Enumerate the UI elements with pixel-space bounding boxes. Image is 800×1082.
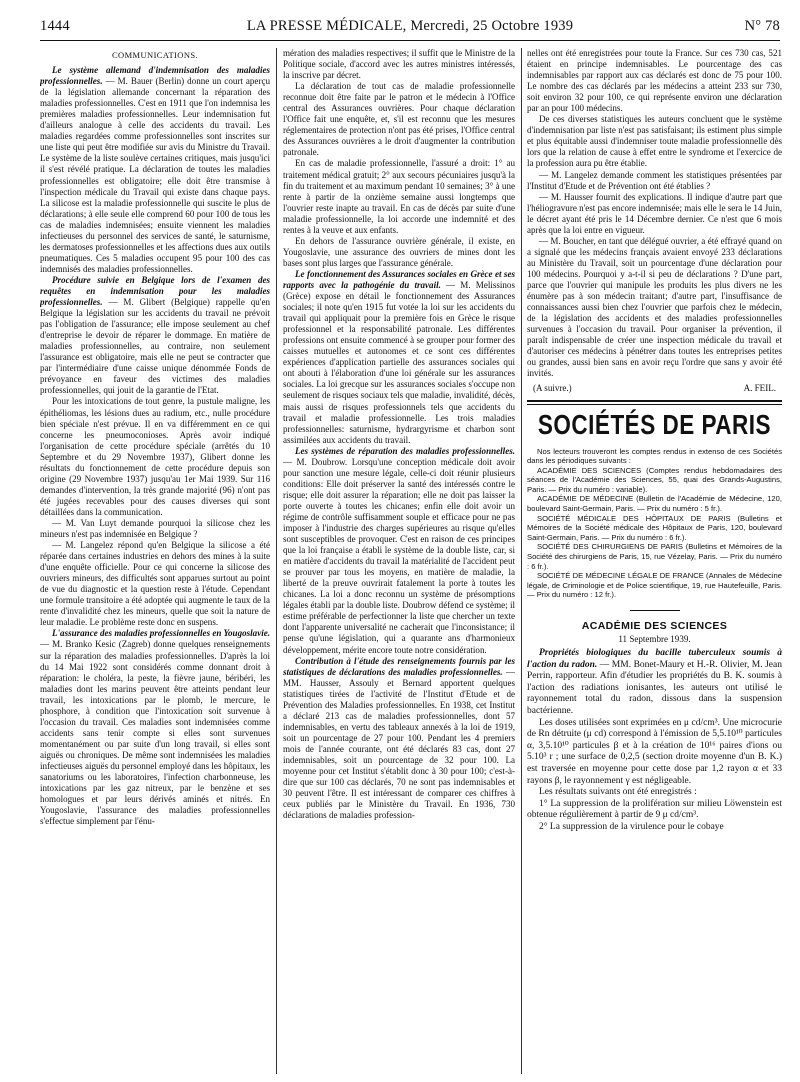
column-3-body	[527, 48, 782, 379]
paragraph: mération des maladies respectives; il suffit que le Ministre de la Politique sociale, d'accord avec les autres ministres intéressés, la inscrive par décret.	[283, 48, 515, 81]
article-heading: Le fonctionnement des Assurances sociales en Grèce et ses rapports avec la pathogénie du travail.	[283, 268, 515, 290]
paragraph: Les doses utilisées sont exprimées en μ cd/cm³. Une microcurie de Rn détruite (μ cd) correspond à l'émission de 5,5.10¹⁰ particules α, 3,5.10¹⁰ particules β et à la création de 10¹⁶ paires d'ions ou 5.10³ r ; une surface de 0,2,5 (section droite moyenne d'un B. K.) est traversée en moyenne pour cette dose par 1,2 rayon α et 33 rayons β, le rayonnement γ est négligeable.	[527, 717, 782, 786]
column-2	[283, 48, 515, 1074]
academy-report	[527, 648, 782, 834]
paragraph: La déclaration de tout cas de maladie professionnelle reconnue doit être faite par le patron et le médecin à l'Office central des Assurances ouvrières. Pour chaque déclaration l'Office fait une enquête, et, s'il est reconnu que les mesures réglementaires de protection n'ont pas été prises, l'Office central des Assurances ouvrières a le droit d'augmenter la contribution patronale.	[283, 81, 515, 158]
paragraph: Le système allemand d'indemnisation des maladies professionnelles. — M. Bauer (Berlin) donne un court aperçu de la législation allemande concernant la réparation des maladies professionnelles. C'est en 1911 que l'on indemnisa les premières maladies professionnelles. Leur indemnisation fut d'ailleurs analogue à celle des accidents du travail. Les maladies regardées comme professionnelles sont inscrites sur une liste qui peut être modifiée sur avis du Ministre du Travail. Le système de la liste soulève certaines critiques, mais jusqu'ici il s'est révélé pratique. La déclaration de toutes les maladies professionnelles est obligatoire; elle doit être transmise à l'inspection médicale du Travail qui existe dans chaque pays. La silicose est la maladie professionnelle qui suscite le plus de déclarations; à elle seule elle comprend 60 pour 100 de tous les cas de maladies indemnisées; ensuite viennent les maladies infectieuses du personnel des services de santé, le saturnisme, les dermatoses professionnelles et les affections dues aux outils pneumatiques. Ces 5 maladies occupent 95 pour 100 des cas indemnisés des maladies professionnelles.	[40, 65, 270, 274]
section-kicker: COMMUNICATIONS.	[111, 50, 199, 60]
column-divider	[276, 48, 277, 1074]
notice-entry: Nos lecteurs trouveront les comptes rendus in extenso de ces Sociétés dans les périodiques suivants :	[527, 446, 782, 466]
column-2-body	[283, 48, 515, 821]
academy-heading: ACADÉMIE DES SCIENCES	[581, 620, 728, 632]
column-divider	[521, 48, 522, 1074]
paragraph: Pour les intoxications de tout genre, la pustule maligne, les épithéliomas, les lésions dues au radium, etc., nulle procédure bien spéciale n'est prévue. Il en va différemment en ce qui concerne les pneumoconioses. Après avoir indiqué l'organisation de cette procédure spéciale (arrêtés du 10 Septembre et du 29 Novembre 1937), Glibert donne les résultats du fonctionnement de cette procédure depuis son origine (29 Novembre 1937) jusqu'au 1er Mai 1939. Sur 116 demandes d'intervention, la très grande majorité (96) n'ont pas été jugées recevables pour des causes diverses qui sont détaillées dans la communication.	[40, 396, 270, 517]
paragraph: — M. Boucher, en tant que délégué ouvrier, a été effrayé quand on a signalé que les médecins français avaient envoyé 233 déclarations au Ministère du Travail, soit un pourcentage d'une déclaration pour 100 médecins. Pourquoi y a-t-il si peu de déclarations ? D'une part, parce que l'ouvrier qui manipule les produits les plus divers ne les énumère pas à son médecin traitant; d'autre part, l'insuffisance de connaissances aussi bien chez l'ouvrier que parfois chez le médecin, de la législation des accidents et des maladies professionnelles survenues à l'occasion du travail. Pour organiser la prévention, il paraît indispensable de créer une inspection médicale du travail et d'autoriser ces médecins à pénétrer dans toutes les entreprises petites ou grandes, aussi bien sans en avoir reçu l'ordre que sans y avoir été invités.	[527, 235, 782, 379]
notice-entry: ACADÉMIE DE MÉDECINE (Bulletin de l'Académie de Médecine, 120, boulevard Saint-Germain, Paris. — Prix du numéro : 5 fr.).	[527, 494, 782, 514]
paragraph: De ces diverses statistiques les auteurs concluent que le système d'indemnisation par liste n'est pas satisfaisant; ils estiment plus simple et plus équitable aussi d'indemniser toute maladie professionnelle dès lors que la relation de cause à effet entre le syndrome et l'exercice de la profession aura pu être établie.	[527, 114, 782, 169]
paragraph: En dehors de l'assurance ouvrière générale, il existe, en Yougoslavie, une assurance des ouvriers de mines dont les bases sont plus larges que l'assurance générale.	[283, 235, 515, 268]
column-1	[40, 48, 270, 1074]
header-rule	[40, 40, 780, 41]
column-3	[527, 48, 782, 1074]
section-rule-thin	[527, 404, 782, 405]
section-rule	[527, 400, 782, 402]
paragraph: L'assurance des maladies professionnelles en Yougoslavie. — M. Branko Kesic (Zagreb) donne quelques renseignements sur la réparation des maladies professionnelles. D'après la loi du 14 Mai 1922 sont considérés comme donnant droit à réparation: le choléra, la peste, la fièvre jaune, béribéri, les maladies dont les marins peuvent être atteints pendant leur travail, les intoxications par le plomb, le mercure, le phosphore, à condition que l'intoxication soit survenue à l'occasion du travail. Ces maladies sont indemnisées comme accidents sans tenir compte si elles sont survenues momentanément ou par suite d'un long travail, si elles sont aiguës ou chroniques. De même sont indemnisées les maladies infectieuses aiguës du personnel employé dans les hôpitaux, les sanatoriums ou les laboratoires, l'infection charbonneuse, les intoxications par les gaz nitreux, par le benzène et ses homologues et par leurs dérivés aminés et nitrés. En Yougoslavie, l'assurance des maladies professionnelles s'effectue simplement par l'énu-	[40, 628, 270, 827]
article-heading: Le système allemand d'indemnisation des maladies professionnelles.	[40, 65, 270, 87]
article-heading: Les systèmes de réparation des maladies professionnelles.	[295, 445, 515, 456]
paragraph: Les résultats suivants ont été enregistrés :	[539, 787, 697, 798]
notice-entry: ACADÉMIE DES SCIENCES (Comptes rendus hebdomadaires des séances de l'Académie des Sciences, 55, quai des Grands-Augustins, Paris. — Prix du numéro : variable).	[527, 465, 782, 494]
paragraph: Le fonctionnement des Assurances sociales en Grèce et ses rapports avec la pathogénie du travail. — M. Melissinos (Grèce) expose en détail le fonctionnement des Assurances sociales; il note qu'en 1915 fut votée la loi sur les accidents du travail qui appliquait pour la première fois en Grèce le risque professionnel et la responsabilité patronale. Les différentes professions ont ensuite commencé à se grouper pour former des caisses mutuelles et autonomes et ce sont ces différentes expériences d'application partielle des assurances sociales qui ont abouti à l'élaboration d'une loi générale sur les assurances sociales. La loi grecque sur les assurances sociales s'occupe non seulement de risques sociaux tels que maladie, invalidité, décès, mais aussi de risques professionnels tels que accidents du travail et maladie professionnelle. Les trois maladies professionnelles: saturnisme, hydrargyrisme et charbon sont assimilées aux accidents du travail.	[283, 268, 515, 445]
paragraph: — M. Hausser fournit des explications. Il indique d'autre part que l'héliogravure n'est pas encore indemnisée; mais elle le sera le 14 Juin, le décret ayant été pris le 14 Décembre dernier. Ce n'est que 6 mois après que la loi entre en vigueur.	[527, 191, 782, 235]
session-date: 11 Septembre 1939.	[618, 634, 691, 645]
periodicals-notice	[527, 447, 782, 601]
article-heading: Procédure suivie en Belgique lors de l'examen des requêtes en indemnisation pour les maladies professionnelles.	[40, 274, 270, 308]
issue-number: N° 78	[744, 18, 780, 34]
notice-entry: SOCIÉTÉ DE MÉDECINE LÉGALE DE FRANCE (Annales de Médecine légale, de Criminologie et de Police scientifique, 19, rue Hautefeuille, Paris. — Prix du numéro : 12 fr.).	[527, 571, 782, 600]
column-1-body	[40, 65, 270, 827]
notice-entry: SOCIÉTÉ DES CHIRURGIENS DE PARIS (Bulletins et Mémoires de la Société des chirurgiens de Paris, 15, rue Vézelay, Paris. — Prix du numéro : 6 fr.).	[527, 542, 782, 571]
to-be-continued: (A suivre.)	[533, 383, 572, 394]
notice-entry: SOCIÉTÉ MÉDICALE DES HÔPITAUX DE PARIS (Bulletins et Mémoires de la Société médicale des Hôpitaux de Paris, 120, boulevard Saint-Germain, Paris. — Prix du numéro : 6 fr.).	[527, 513, 782, 542]
paragraph: — M. Langelez demande comment les statistiques présentées par l'Institut d'Etude et de Prévention ont été établies ?	[527, 169, 782, 191]
paragraph: Procédure suivie en Belgique lors de l'examen des requêtes en indemnisation pour les maladies professionnelles. — M. Glibert (Belgique) rappelle qu'en Belgique la législation sur les accidents du travail ne prévoit pas l'obligation de l'assurance; elle impose seulement au chef d'entreprise le devoir de réparer le dommage. En matière de maladies professionnelles, au contraire, non seulement l'assurance est obligatoire, mais elle ne peut se contracter que par l'intermédiaire d'une caisse unique dénommée Fonds de prévoyance en faveur des victimes des maladies professionnelles, qui jouit de la garantie de l'Etat.	[40, 274, 270, 396]
paragraph: 2° La suppression de la virulence pour le cobaye	[539, 822, 724, 832]
paragraph: Contribution à l'étude des renseignements fournis par les statistiques de déclarations des maladies professionnelles. — MM. Hausser, Assouly et Bernard apportent quelques statistiques tirées de l'activité de l'Institut d'Etude et de Prévention des Maladies professionnelles. En 1938, cet Institut a déclaré 213 cas de maladies professionnelles, dont 57 indemnisables, en vertu des tableaux annexés à la loi de 1919, soit un pourcentage de 27 pour 100. Pendant les 4 premiers mois de l'année courante, ont été déclarés 83 cas, dont 27 indemnisables, soit un pourcentage de 32 pour 100. La moyenne pour cet Institut s'établit donc à 30 pour 100; c'est-à-dire que sur 100 cas déclarés, 70 ne sont pas indemnisables et 30 peuvent l'être. Il est intéressant de comparer ces chiffres à ceux publiés par le Ministère du Travail. En 1936, 730 déclarations de maladies profession-	[283, 655, 515, 821]
paragraph: Propriétés biologiques du bacille tuberculeux soumis à l'action du radon. — MM. Bonet-Maury et H.-R. Olivier, M. Jean Perrin, rapporteur. Afin d'étudier les propriétés du B. K. soumis à l'action des radiations ionisantes, les auteurs ont utilisé le rayonnement total du radon, dissous dans la suspension bactérienne.	[527, 648, 782, 717]
paragraph: nelles ont été enregistrées pour toute la France. Sur ces 730 cas, 521 étaient en principe indemnisables. Le pourcentage des cas indemnisables par rapport aux cas déclarés est donc de 75 pour 100. Le nombre des cas déclarés par les médecins a atteint 233 sur 730, soit environ 32 pour 100, ce qui représente environ une déclaration par an pour 100 médecins.	[527, 48, 782, 114]
paragraph: — M. Van Luyt demande pourquoi la silicose chez les mineurs n'est pas indemnisée en Belgique ?	[40, 517, 270, 540]
continuation-line	[527, 383, 782, 394]
article-heading: L'assurance des maladies professionnelles en Yougoslavie.	[52, 628, 270, 639]
article-heading: Propriétés biologiques du bacille tuberculeux soumis à l'action du radon.	[527, 648, 782, 670]
paragraph: 1° La suppression de la prolifération sur milieu Löwenstein est obtenue régulièrement à partir de 9 μ cd/cm³.	[527, 798, 782, 821]
page-number: 1444	[40, 18, 70, 34]
journal-title: LA PRESSE MÉDICALE, Mercredi, 25 Octobre 1939	[246, 18, 574, 34]
page-header	[40, 18, 780, 40]
paragraph: — M. Langelez répond qu'en Belgique la silicose a été réparée dans certaines industries en dehors des mines à la suite d'une enquête officielle. Pour ce qui concerne la silicose des ouvriers mineurs, des difficultés sont apparues surtout au point de vue du diagnostic et la question reste à l'étude. Cependant une formule transitoire a été adoptée qui augmente le taux de la rente d'invalidité chez les mineurs, quelle que soit la nature de leur maladie. Le problème reste donc en suspens.	[40, 540, 270, 628]
article-heading: Contribution à l'étude des renseignements fournis par les statistiques de déclarations des maladies professionnelles.	[283, 655, 515, 677]
author-signature: A. FEIL.	[743, 383, 776, 394]
paragraph: Les systèmes de réparation des maladies professionnelles. — M. Doubrow. Lorsqu'une conception médicale doit avoir pour sanction une mesure légale, celle-ci doit réunir plusieurs conditions: Elle doit préserver la santé des intéressés contre le risque; elle doit assurer la réparation; elle ne doit pas laisser la porte ouverte à toutes les chicanes; enfin elle doit avoir un régime de contrôle suffisamment souple et efficace pour ne pas imposer à l'industrie des charges supérieures au risque qu'elles sont susceptibles de provoquer. C'est en raison de ces principes que la loi française a établi le système de la double liste, car, si en matière d'accidents du travail la matérialité de l'accident peut se prouver par tous les moyens, en matière de maladie, la liberté de la preuve ouvrirait fatalement la porte à toutes les chicanes. La loi a donc reconnu un système de présomptions légales établi par la double liste. Doubrow défend ce système; il estime préférable de perfectionner la liste que chercher un texte dont l'apparente universalité ne cacherait que l'inconsistance; il pense qu'une législation, qui a quarante ans d'harmonieux développement, mérite encore toute notre considération.	[283, 445, 515, 655]
paragraph: En cas de maladie professionnelle, l'assuré a droit: 1° au traitement médical gratuit; 2° aux secours pécuniaires jusqu'à la fin du traitement et au maximum pendant 10 semaines; 3° à une rente à partir de la onzième semaine aussi longtemps que l'ouvrier reste inapte au travail. En cas de décès par suite d'une maladie professionnelle, la loi accorde une indemnité et des rentes à la veuve et aux enfants.	[283, 158, 515, 235]
section-title: SOCIÉTÉS DE PARIS	[537, 409, 772, 441]
short-divider	[630, 610, 680, 611]
